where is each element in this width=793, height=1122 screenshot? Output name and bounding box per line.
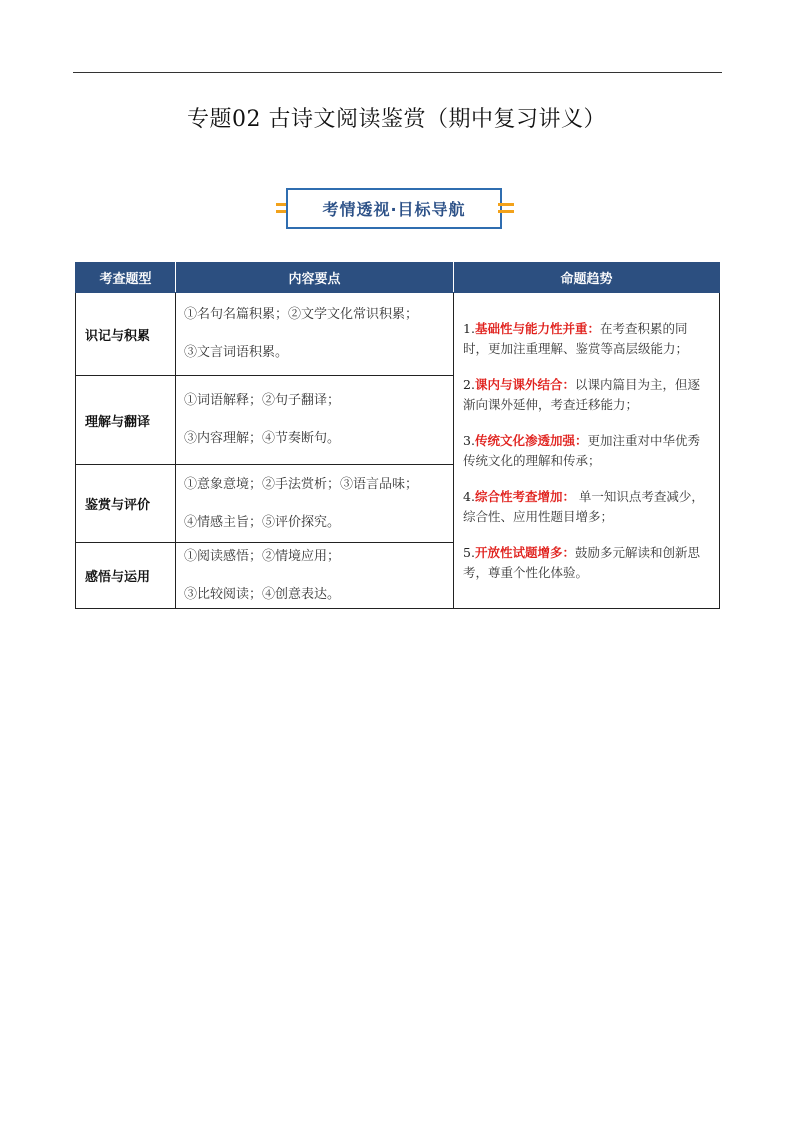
trend-key: 基础性与能力性并重：	[474, 320, 600, 336]
banner-right-deco-icon	[498, 203, 514, 215]
point-line: ①词语解释；②句子翻译；	[184, 393, 341, 408]
row-category: 识记与积累	[76, 293, 176, 376]
trend-item: 3.传统文化渗透加强：更加注重对中华优秀传统文化的理解和传承；	[463, 432, 700, 468]
row-category: 鉴赏与评价	[76, 465, 176, 543]
trend-item: 1.基础性与能力性并重：在考查积累的同时，更加注重理解、鉴赏等高层级能力；	[463, 320, 689, 356]
trend-text: 鼓励多元解读和创新思考，尊重个性化体验。	[463, 544, 700, 580]
trend-item: 4.综合性考查增加： 单一知识点考查减少，综合性、应用性题目增多；	[463, 488, 704, 524]
trend-item: 2.课内与课外结合：以课内篇目为主，但逐渐向课外延伸，考查迁移能力；	[463, 376, 700, 412]
exam-analysis-table	[75, 262, 720, 609]
trend-text: 以课内篇目为主，但逐渐向课外延伸，考查迁移能力；	[463, 376, 700, 412]
row-points	[176, 293, 454, 376]
point-line: ③内容理解；④节奏断句。	[184, 431, 341, 446]
point-line: ④情感主旨；⑤评价探究。	[184, 514, 341, 530]
header-trend: 命题趋势	[454, 263, 720, 293]
table-row	[76, 293, 720, 376]
point-line: ①意象意境；②手法赏析；③语言品味；	[184, 476, 419, 492]
row-category: 理解与翻译	[76, 376, 176, 465]
point-line: ③文言词语积累。	[184, 345, 289, 360]
banner-label: 考情透视·目标导航	[286, 188, 502, 229]
header-type: 考查题型	[76, 263, 176, 293]
trend-key: 课内与课外结合：	[474, 376, 575, 392]
trend-key: 传统文化渗透加强：	[474, 432, 588, 448]
row-points	[176, 543, 454, 609]
header-rule	[73, 72, 722, 73]
row-category: 感悟与运用	[76, 543, 176, 609]
point-line: ①阅读感悟；②情境应用；	[184, 548, 341, 564]
section-banner	[270, 188, 520, 232]
trend-key: 开放性试题增多：	[474, 544, 575, 560]
page-title: 专题02 古诗文阅读鉴赏（期中复习讲义）	[187, 107, 606, 132]
row-points	[176, 376, 454, 465]
trend-key: 综合性考查增加：	[474, 488, 575, 504]
trend-text: 在考查积累的同时，更加注重理解、鉴赏等高层级能力；	[463, 320, 689, 356]
trend-text: 更加注重对中华优秀传统文化的理解和传承；	[463, 432, 700, 468]
trend-cell	[454, 293, 720, 609]
header-points: 内容要点	[176, 263, 454, 293]
point-line: ③比较阅读；④创意表达。	[184, 586, 341, 602]
table-header-row	[76, 263, 720, 293]
trend-text: 单一知识点考查减少，综合性、应用性题目增多；	[463, 488, 704, 524]
row-points	[176, 465, 454, 543]
point-line: ①名句名篇积累；②文学文化常识积累；	[184, 307, 419, 322]
trend-item: 5.开放性试题增多：鼓励多元解读和创新思考，尊重个性化体验。	[463, 544, 700, 580]
